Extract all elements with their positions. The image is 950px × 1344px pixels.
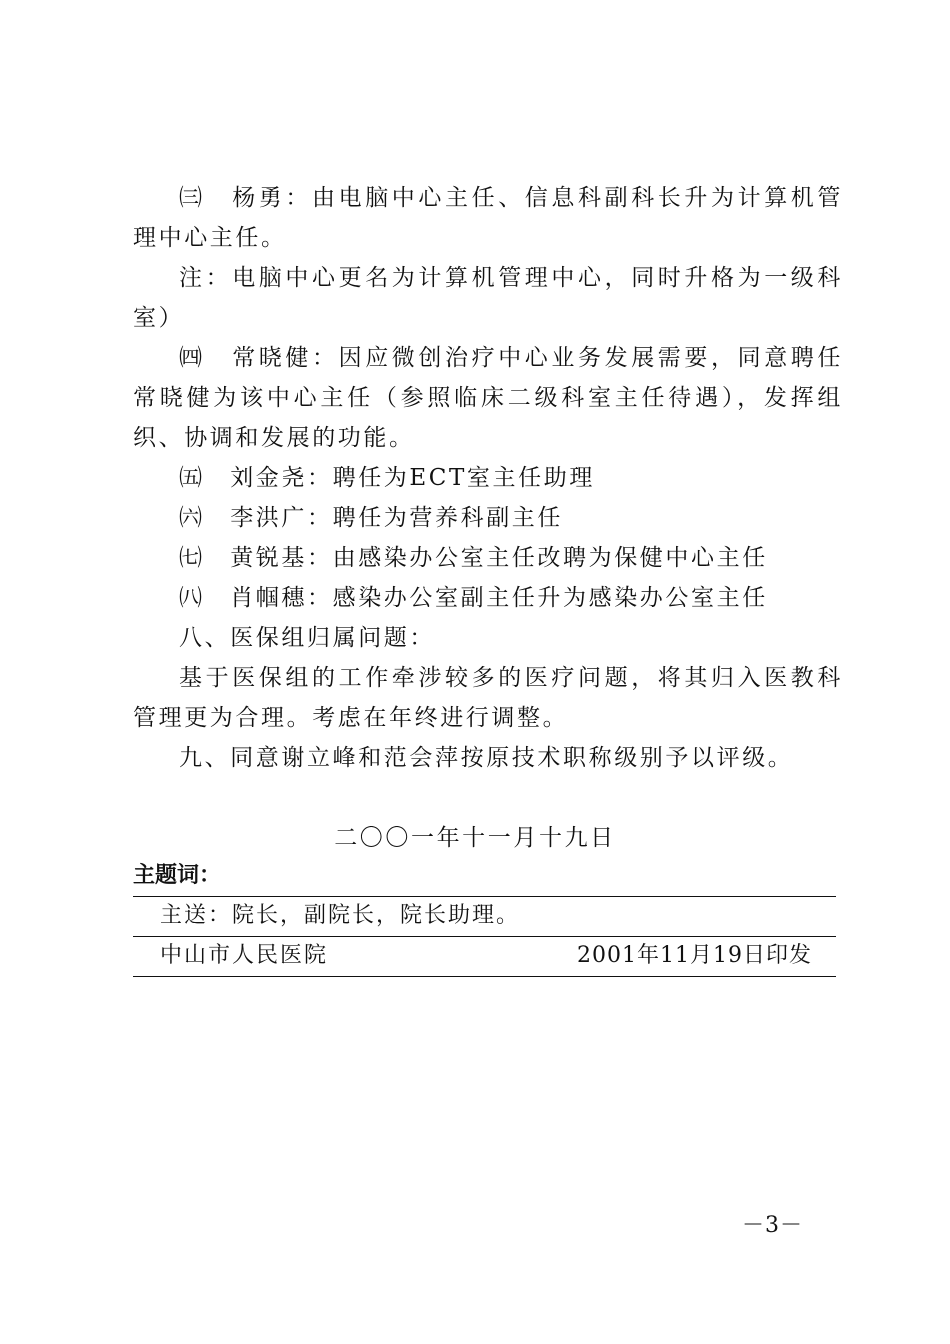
item-3-yang-yong: ㈢ 杨勇：由电脑中心主任、信息科副科长升为计算机管理中心主任。	[133, 185, 843, 251]
print-date: 2001年11月19日印发	[577, 943, 812, 968]
document-body	[133, 178, 843, 778]
page-number: －3－	[742, 1213, 803, 1238]
item-4-chang-xiaojian: ㈣ 常晓健：因应微创治疗中心业务发展需要，同意聘任常晓健为该中心主任（参照临床二级科室主任待遇），发挥组织、协调和发展的功能。	[133, 345, 843, 451]
item-5-liu-jinyao: ㈤ 刘金尧：聘任为ECT室主任助理	[179, 465, 595, 491]
section-8-heading: 八、医保组归属问题：	[179, 625, 435, 651]
section-8-text: 基于医保组的工作牵涉较多的医疗问题，将其归入医教科管理更为合理。考虑在年终进行调整。	[133, 665, 843, 731]
issuer-row	[160, 938, 812, 974]
item-6-li-hongguang: ㈥ 李洪广：聘任为营养科副主任	[179, 505, 563, 531]
divider-middle	[133, 936, 836, 937]
item-7-huang-ruiji: ㈦ 黄锐基：由感染办公室主任改聘为保健中心主任	[179, 545, 768, 571]
issuer: 中山市人民医院	[160, 943, 329, 968]
divider-top	[133, 896, 836, 897]
send-to-line: 主送：院长，副院长，院长助理。	[160, 903, 521, 928]
item-8-xiao-guosui: ㈧ 肖帼穗：感染办公室副主任升为感染办公室主任	[179, 585, 768, 611]
document-date: 二〇〇一年十一月十九日	[334, 825, 616, 851]
divider-bottom	[133, 976, 836, 977]
section-9-text: 九、同意谢立峰和范会萍按原技术职称级别予以评级。	[179, 745, 794, 771]
note-computer-center: 注：电脑中心更名为计算机管理中心，同时升格为一级科室）	[133, 265, 843, 331]
subject-label: 主题词：	[133, 863, 222, 888]
